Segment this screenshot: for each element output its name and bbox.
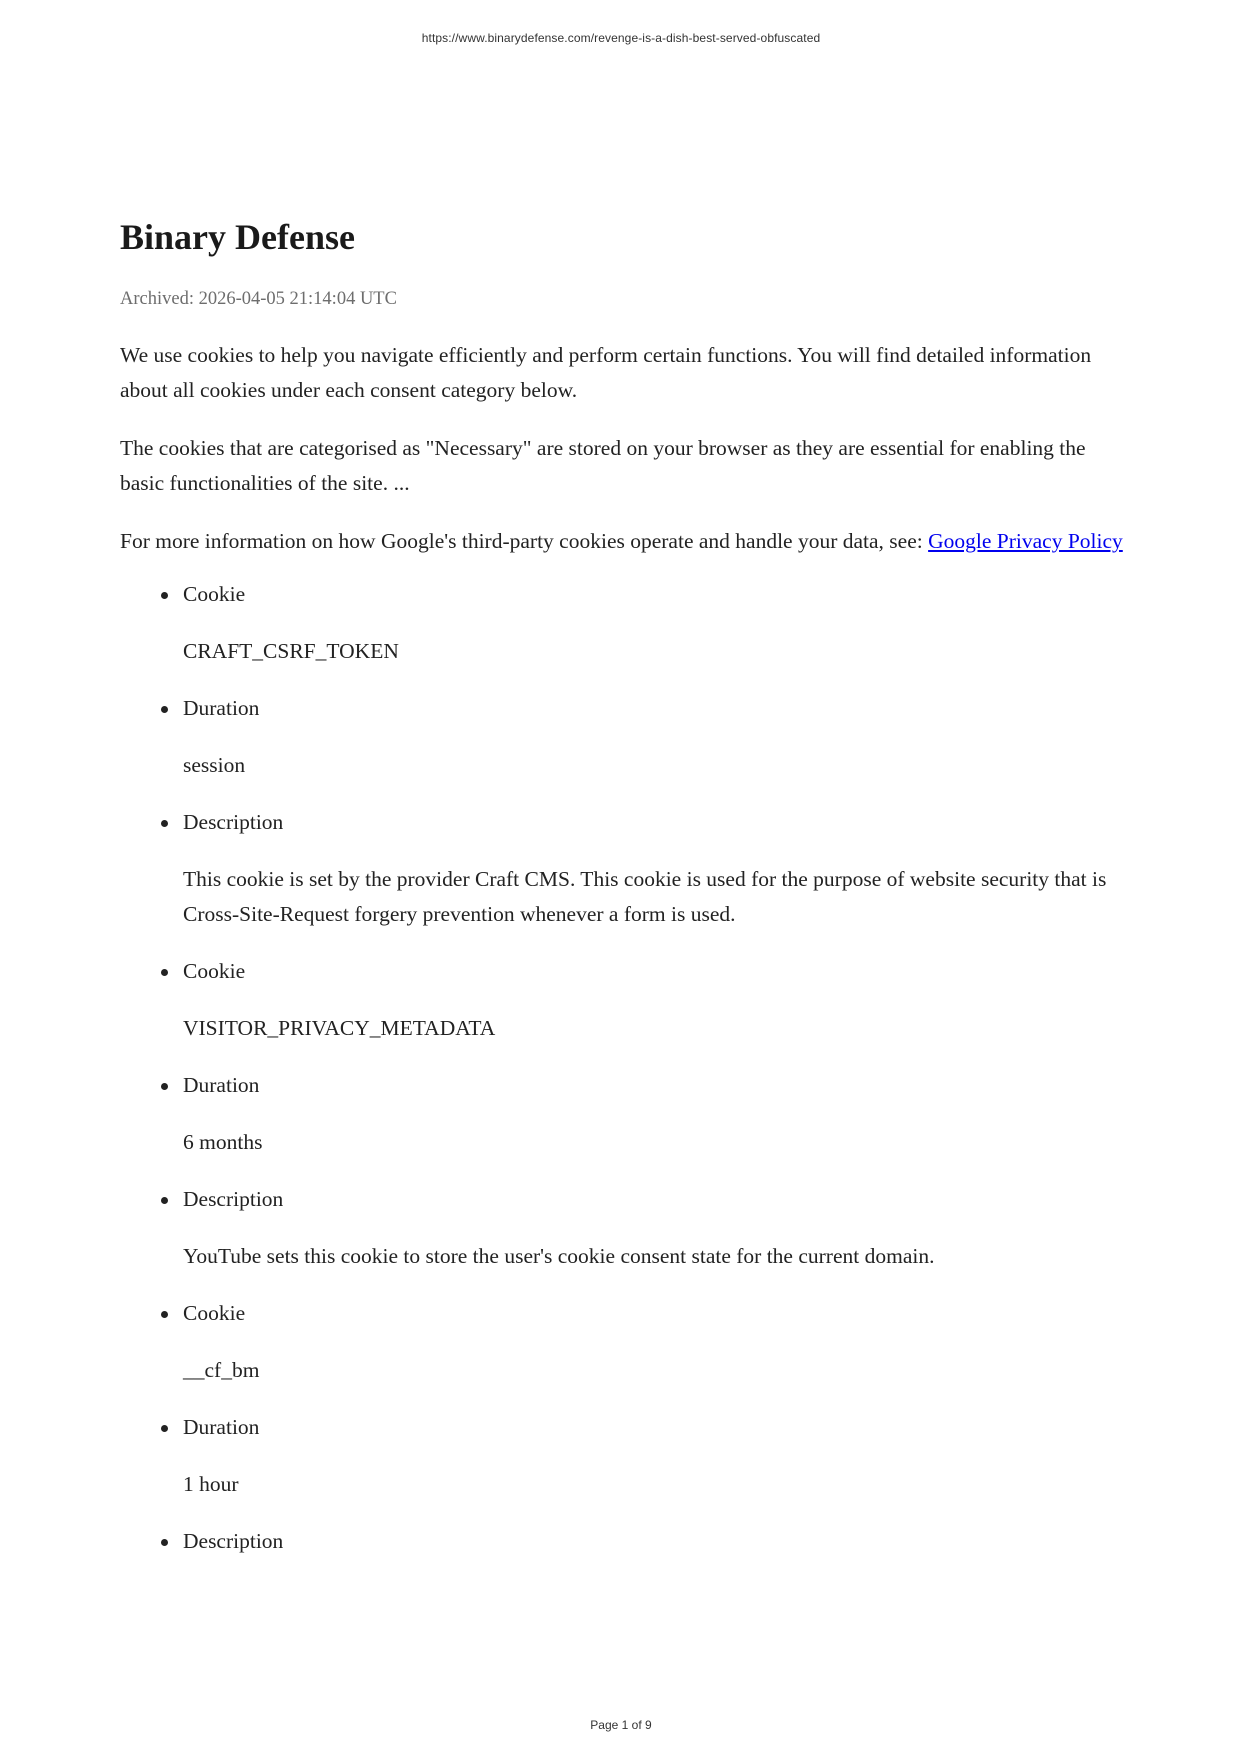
necessary-cookies-paragraph: The cookies that are categorised as "Necessary" are stored on your browser as they are essential for enabling the basic functionalities of the site. ...	[120, 436, 1086, 495]
list-item	[120, 1182, 1130, 1274]
item-value: YouTube sets this cookie to store the user's cookie consent state for the current domain.	[183, 1244, 935, 1268]
item-value: CRAFT_CSRF_TOKEN	[183, 639, 399, 663]
item-value: __cf_bm	[183, 1358, 260, 1382]
item-label: Description	[183, 810, 284, 834]
bullet-icon	[161, 1083, 168, 1090]
google-info-paragraph	[120, 524, 1130, 559]
item-label: Cookie	[183, 582, 246, 606]
google-info-text: For more information on how Google's third-party cookies operate and handle your data, see:	[120, 529, 929, 553]
item-value: This cookie is set by the provider Craft CMS. This cookie is used for the purpose of website security that is Cross-Site-Request forgery prevention whenever a form is used.	[183, 867, 1107, 926]
intro-paragraph: We use cookies to help you navigate efficiently and perform certain functions. You will find detailed information about all cookies under each consent category below.	[120, 343, 1092, 402]
list-item	[120, 1068, 1130, 1160]
list-item	[120, 805, 1130, 932]
page-url-header: https://www.binarydefense.com/revenge-is-a-dish-best-served-obfuscated	[421, 31, 821, 45]
item-value: VISITOR_PRIVACY_METADATA	[183, 1016, 496, 1040]
cookie-list	[120, 577, 1130, 1559]
list-item	[120, 1410, 1130, 1502]
bullet-icon	[161, 820, 168, 827]
list-item	[120, 691, 1130, 783]
item-label: Duration	[183, 1073, 260, 1097]
item-value: 1 hour	[183, 1472, 239, 1496]
page-number: Page 1 of 9	[590, 1718, 652, 1732]
item-label: Description	[183, 1529, 284, 1553]
item-label: Description	[183, 1187, 284, 1211]
bullet-icon	[161, 1311, 168, 1318]
item-value: 6 months	[183, 1130, 263, 1154]
archived-timestamp: Archived: 2026-04-05 21:14:04 UTC	[120, 289, 397, 309]
bullet-icon	[161, 969, 168, 976]
list-item	[120, 954, 1130, 1046]
list-item	[120, 577, 1130, 669]
item-value: session	[183, 753, 246, 777]
bullet-icon	[161, 706, 168, 713]
item-label: Duration	[183, 696, 260, 720]
google-privacy-policy-link[interactable]: Google Privacy Policy	[928, 529, 1123, 553]
bullet-icon	[161, 1425, 168, 1432]
bullet-icon	[161, 1539, 168, 1546]
list-item	[120, 1296, 1130, 1388]
bullet-icon	[161, 1197, 168, 1204]
item-label: Duration	[183, 1415, 260, 1439]
list-item	[120, 1524, 1130, 1559]
article-content	[120, 212, 1130, 1559]
page-title: Binary Defense	[120, 217, 355, 257]
item-label: Cookie	[183, 1301, 246, 1325]
bullet-icon	[161, 592, 168, 599]
item-label: Cookie	[183, 959, 246, 983]
